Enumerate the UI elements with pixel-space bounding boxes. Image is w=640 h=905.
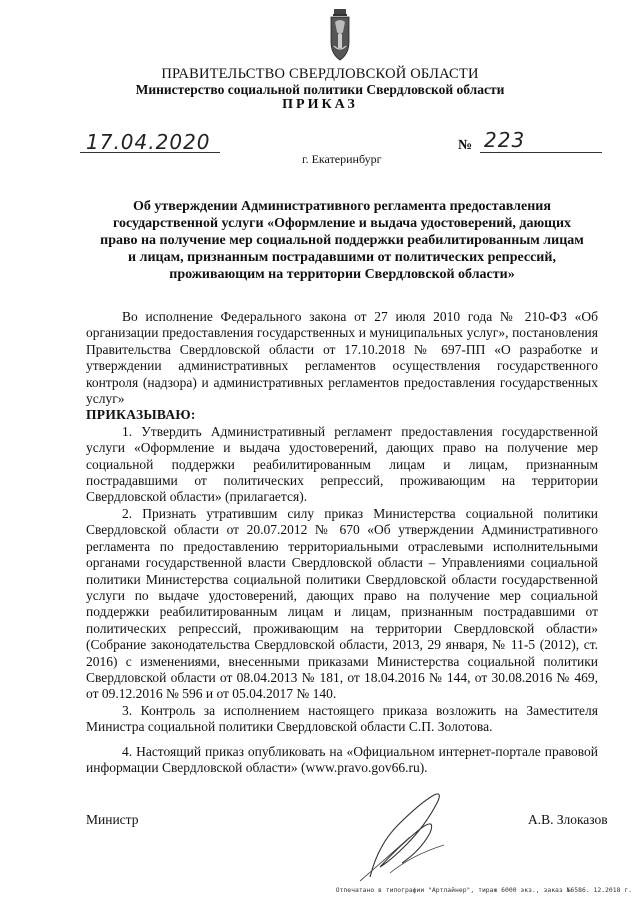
title-line: Об утверждении Административного регламента предоставления [133,199,551,214]
title-line: право на получение мер социальной поддержки реабилитированным лицам [100,233,584,248]
order-item-4: 4. Настоящий приказ опубликовать на «Официальном интернет-портале правовой информации Свердловской области» (www.pravo.gov66.ru). [86,743,598,775]
signatory-position: Министр [86,812,139,827]
coat-of-arms-emblem [329,8,351,62]
number-sign: № [458,138,473,153]
ministry-heading: Министерство социальной политики Свердловской области [135,82,505,97]
order-item-2: 2. Признать утратившим силу приказ Министерства социальной политики Свердловской области от 20.07.2012 № 670 «Об утверждении Административного регламента по предоставлению территориальными отраслевыми исполнительными органами государственной власти Свердловской области – Управлениями социальной политики Министерства социальной политики Свердловской области государственной услуги по выдаче удостоверений, дающих право на получение мер социальной поддержки реабилитированным лицам и лицам, признанным пострадавшими от политических репрессий, проживающим на территории Свердловской области» (Собрание законодательства Свердловской области, 2013, 29 января, № 11-5 (2012), ст. 2016) с изменениями, внесенными приказами Министерства социальной политики Свердловской области от 08.04.2013 № 181, от 18.04.2016 № 144, от 30.08.2016 № 469, от 09.12.2016 № 596 и от 05.04.2017 № 140. [86,505,598,702]
order-item-3: 3. Контроль за исполнением настоящего приказа возложить на Заместителя Министра социальной политики Свердловской области С.П. Золотова. [86,702,598,735]
handwritten-number: 223 [484,128,526,152]
title-line: государственной услуги «Оформление и выдача удостоверений, дающих [112,216,572,231]
document-type-heading: ПРИКАЗ [282,97,358,112]
handwritten-signature [350,785,460,885]
signatory-name: А.В. Злоказов [528,812,608,827]
print-footer: Отпечатано в типографии "Артлайнер", тираж 6000 экз., заказ №6586. 12.2018 г. [335,886,632,894]
preamble-paragraph: Во исполнение Федерального закона от 27 июля 2010 года № 210-ФЗ «Об организации предоставления государственных и муниципальных услуг», постановления Правительства Свердловской области от 17.10.2018 № 697-ПП «О разработке и утверждении административных регламентов осуществления государственного контроля (надзора) и административных регламентов предоставления государственных услуг» [86,309,598,407]
document-body [86,309,598,776]
orders-heading: ПРИКАЗЫВАЮ: [86,407,196,423]
date-underline [80,152,220,153]
document-title [86,198,598,283]
order-item-1: 1. Утвердить Административный регламент предоставления государственной услуги «Оформление и выдача удостоверений, дающих право на получение мер социальной поддержки реабилитированным лицам и лицам, признанным пострадавшими от политических репрессий, проживающим на территории Свердловской области» (прилагается). [86,423,598,505]
number-underline [480,152,602,153]
handwritten-date: 17.04.2020 [86,130,211,154]
title-line: и лицам, признанным пострадавшими от политических репрессий, [128,250,556,265]
city-label: г. Екатеринбург [302,152,382,166]
title-line: проживающим на территории Свердловской области» [169,267,515,282]
government-heading: ПРАВИТЕЛЬСТВО СВЕРДЛОВСКОЙ ОБЛАСТИ [161,66,479,82]
